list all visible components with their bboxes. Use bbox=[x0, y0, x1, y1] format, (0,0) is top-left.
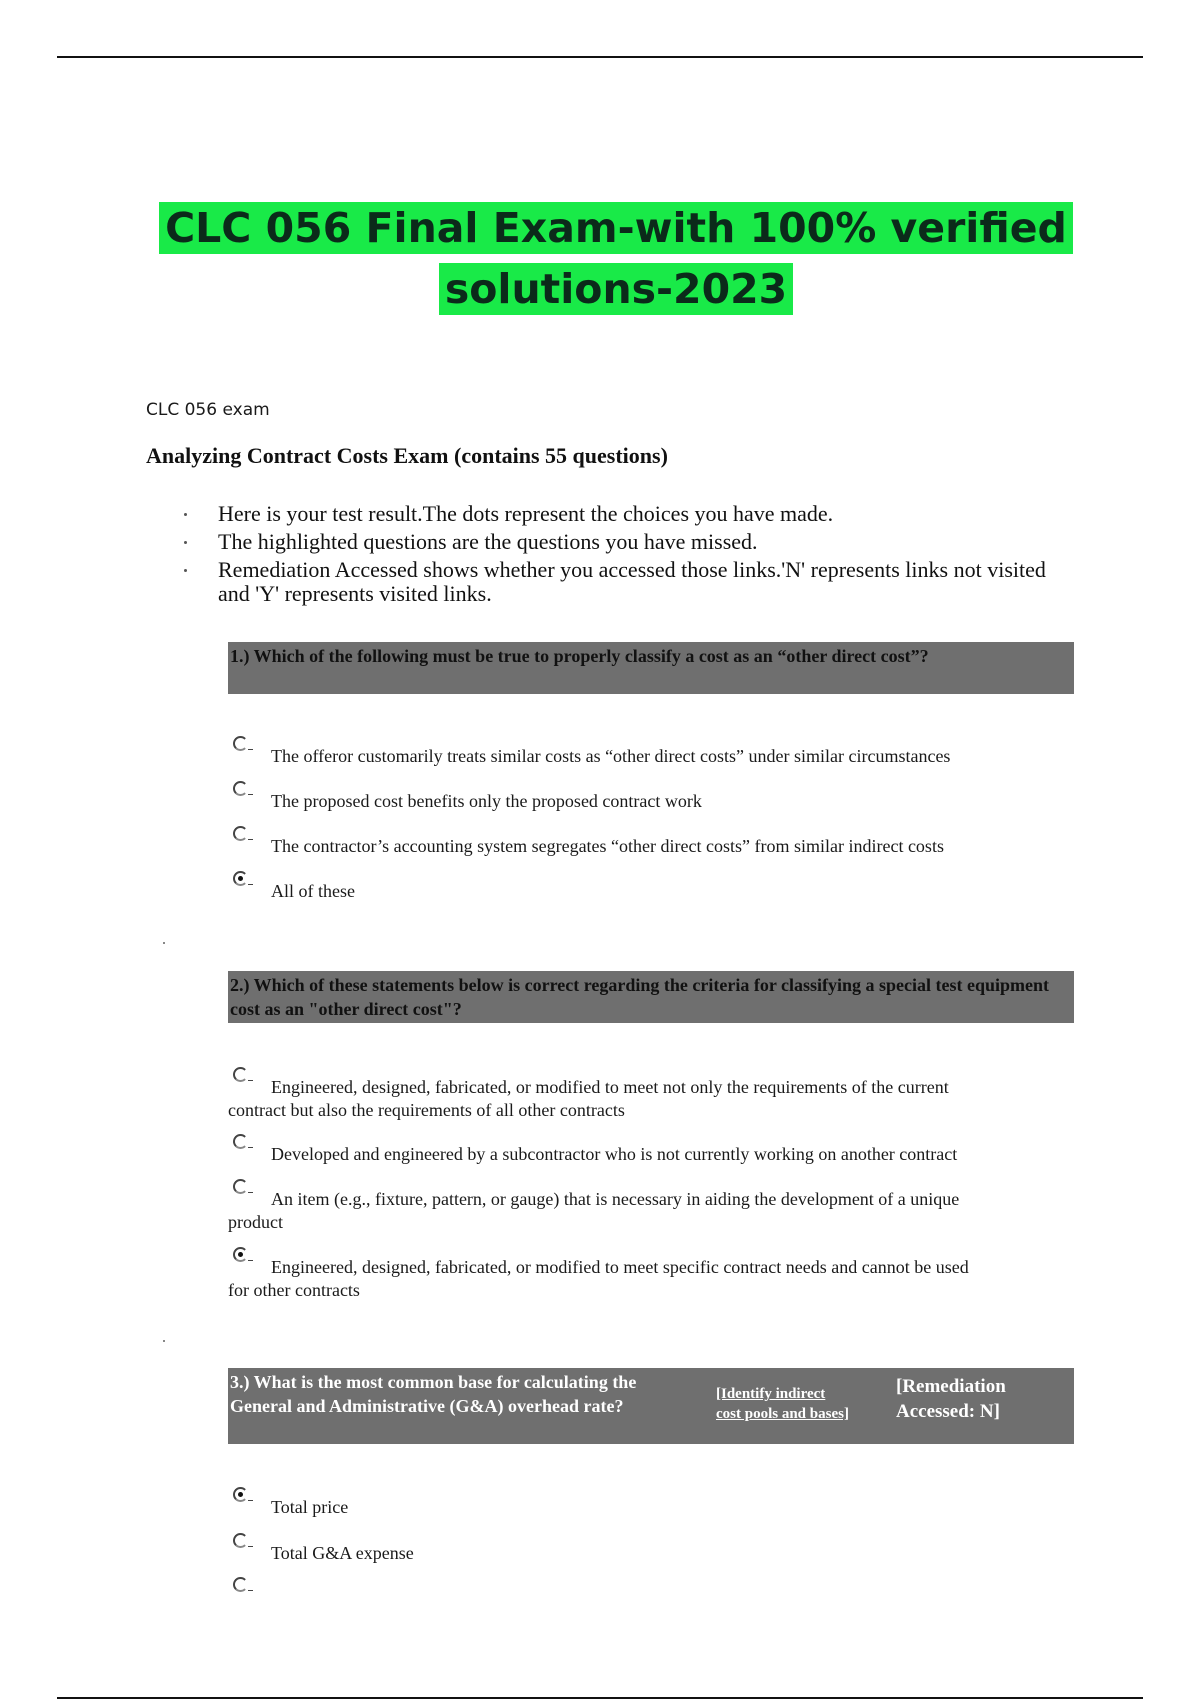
radio-icon[interactable] bbox=[233, 826, 248, 841]
instruction-item: Here is your test result.The dots represent the choices you have made. bbox=[184, 502, 1064, 526]
separator-dot bbox=[163, 1340, 165, 1342]
exam-heading: Analyzing Contract Costs Exam (contains 55 questions) bbox=[146, 443, 668, 468]
title-line-1: CLC 056 Final Exam-with 100% verified bbox=[159, 202, 1073, 254]
radio-icon[interactable] bbox=[233, 1067, 248, 1082]
instruction-item: The highlighted questions are the questions you have missed. bbox=[184, 530, 1064, 554]
question-3-text: 3.) What is the most common base for calculating the General and Administrative (G&A) overhead rate? bbox=[230, 1372, 637, 1416]
question-2-option[interactable]: An item (e.g., fixture, pattern, or gauge) that is necessary in aiding the development of a unique product bbox=[228, 1188, 1068, 1234]
radio-icon[interactable] bbox=[233, 736, 248, 751]
separator-dot bbox=[163, 942, 165, 944]
bullet-icon bbox=[184, 513, 187, 516]
radio-icon[interactable] bbox=[233, 1533, 248, 1548]
instructions-list bbox=[184, 502, 1064, 610]
question-2-option[interactable]: Developed and engineered by a subcontractor who is not currently working on another contract bbox=[228, 1143, 1068, 1166]
instruction-item: Remediation Accessed shows whether you accessed those links.'N' represents links not visited and 'Y' represents visited links. bbox=[184, 558, 1064, 606]
question-1-header bbox=[228, 642, 1074, 694]
question-1-option[interactable]: The proposed cost benefits only the proposed contract work bbox=[228, 790, 1068, 813]
bullet-icon bbox=[184, 569, 187, 572]
radio-selected-icon[interactable] bbox=[233, 1247, 248, 1262]
exam-subtitle: CLC 056 exam bbox=[146, 400, 270, 420]
radio-selected-icon[interactable] bbox=[233, 871, 248, 886]
remediation-status: [Remediation Accessed: N] bbox=[896, 1376, 1006, 1422]
document-title bbox=[0, 198, 1200, 320]
question-2-text: 2.) Which of these statements below is correct regarding the criteria for classifying a special test equipment cost as an "other direct cost"? bbox=[230, 975, 1050, 1019]
question-2-option-selected[interactable]: Engineered, designed, fabricated, or modified to meet specific contract needs and cannot be used for other contracts bbox=[228, 1256, 1068, 1302]
question-3-option-selected[interactable]: Total price bbox=[228, 1496, 1068, 1519]
question-1-text: 1.) Which of the following must be true to properly classify a cost as an “other direct cost”? bbox=[230, 646, 929, 666]
question-3-header bbox=[228, 1368, 1074, 1444]
question-2-option[interactable]: Engineered, designed, fabricated, or modified to meet not only the requirements of the current contract but also the requirements of all other contracts bbox=[228, 1076, 1068, 1122]
bottom-rule bbox=[57, 1697, 1143, 1699]
radio-icon[interactable] bbox=[233, 1134, 248, 1149]
radio-icon[interactable] bbox=[233, 781, 248, 796]
question-2-header bbox=[228, 971, 1074, 1023]
question-3-option[interactable] bbox=[228, 1586, 1068, 1609]
radio-icon[interactable] bbox=[233, 1179, 248, 1194]
radio-icon[interactable] bbox=[233, 1577, 248, 1592]
question-3-option[interactable]: Total G&A expense bbox=[228, 1542, 1068, 1565]
top-rule bbox=[57, 56, 1143, 58]
remediation-link[interactable]: [Identify indirect cost pools and bases] bbox=[716, 1386, 849, 1422]
question-1-option[interactable]: The contractor’s accounting system segregates “other direct costs” from similar indirect costs bbox=[228, 835, 1068, 858]
question-1-option[interactable]: The offeror customarily treats similar costs as “other direct costs” under similar circumstances bbox=[228, 745, 1068, 768]
radio-selected-icon[interactable] bbox=[233, 1487, 248, 1502]
bullet-icon bbox=[184, 541, 187, 544]
title-line-2: solutions-2023 bbox=[439, 263, 793, 315]
question-1-option-selected[interactable]: All of these bbox=[228, 880, 1068, 903]
